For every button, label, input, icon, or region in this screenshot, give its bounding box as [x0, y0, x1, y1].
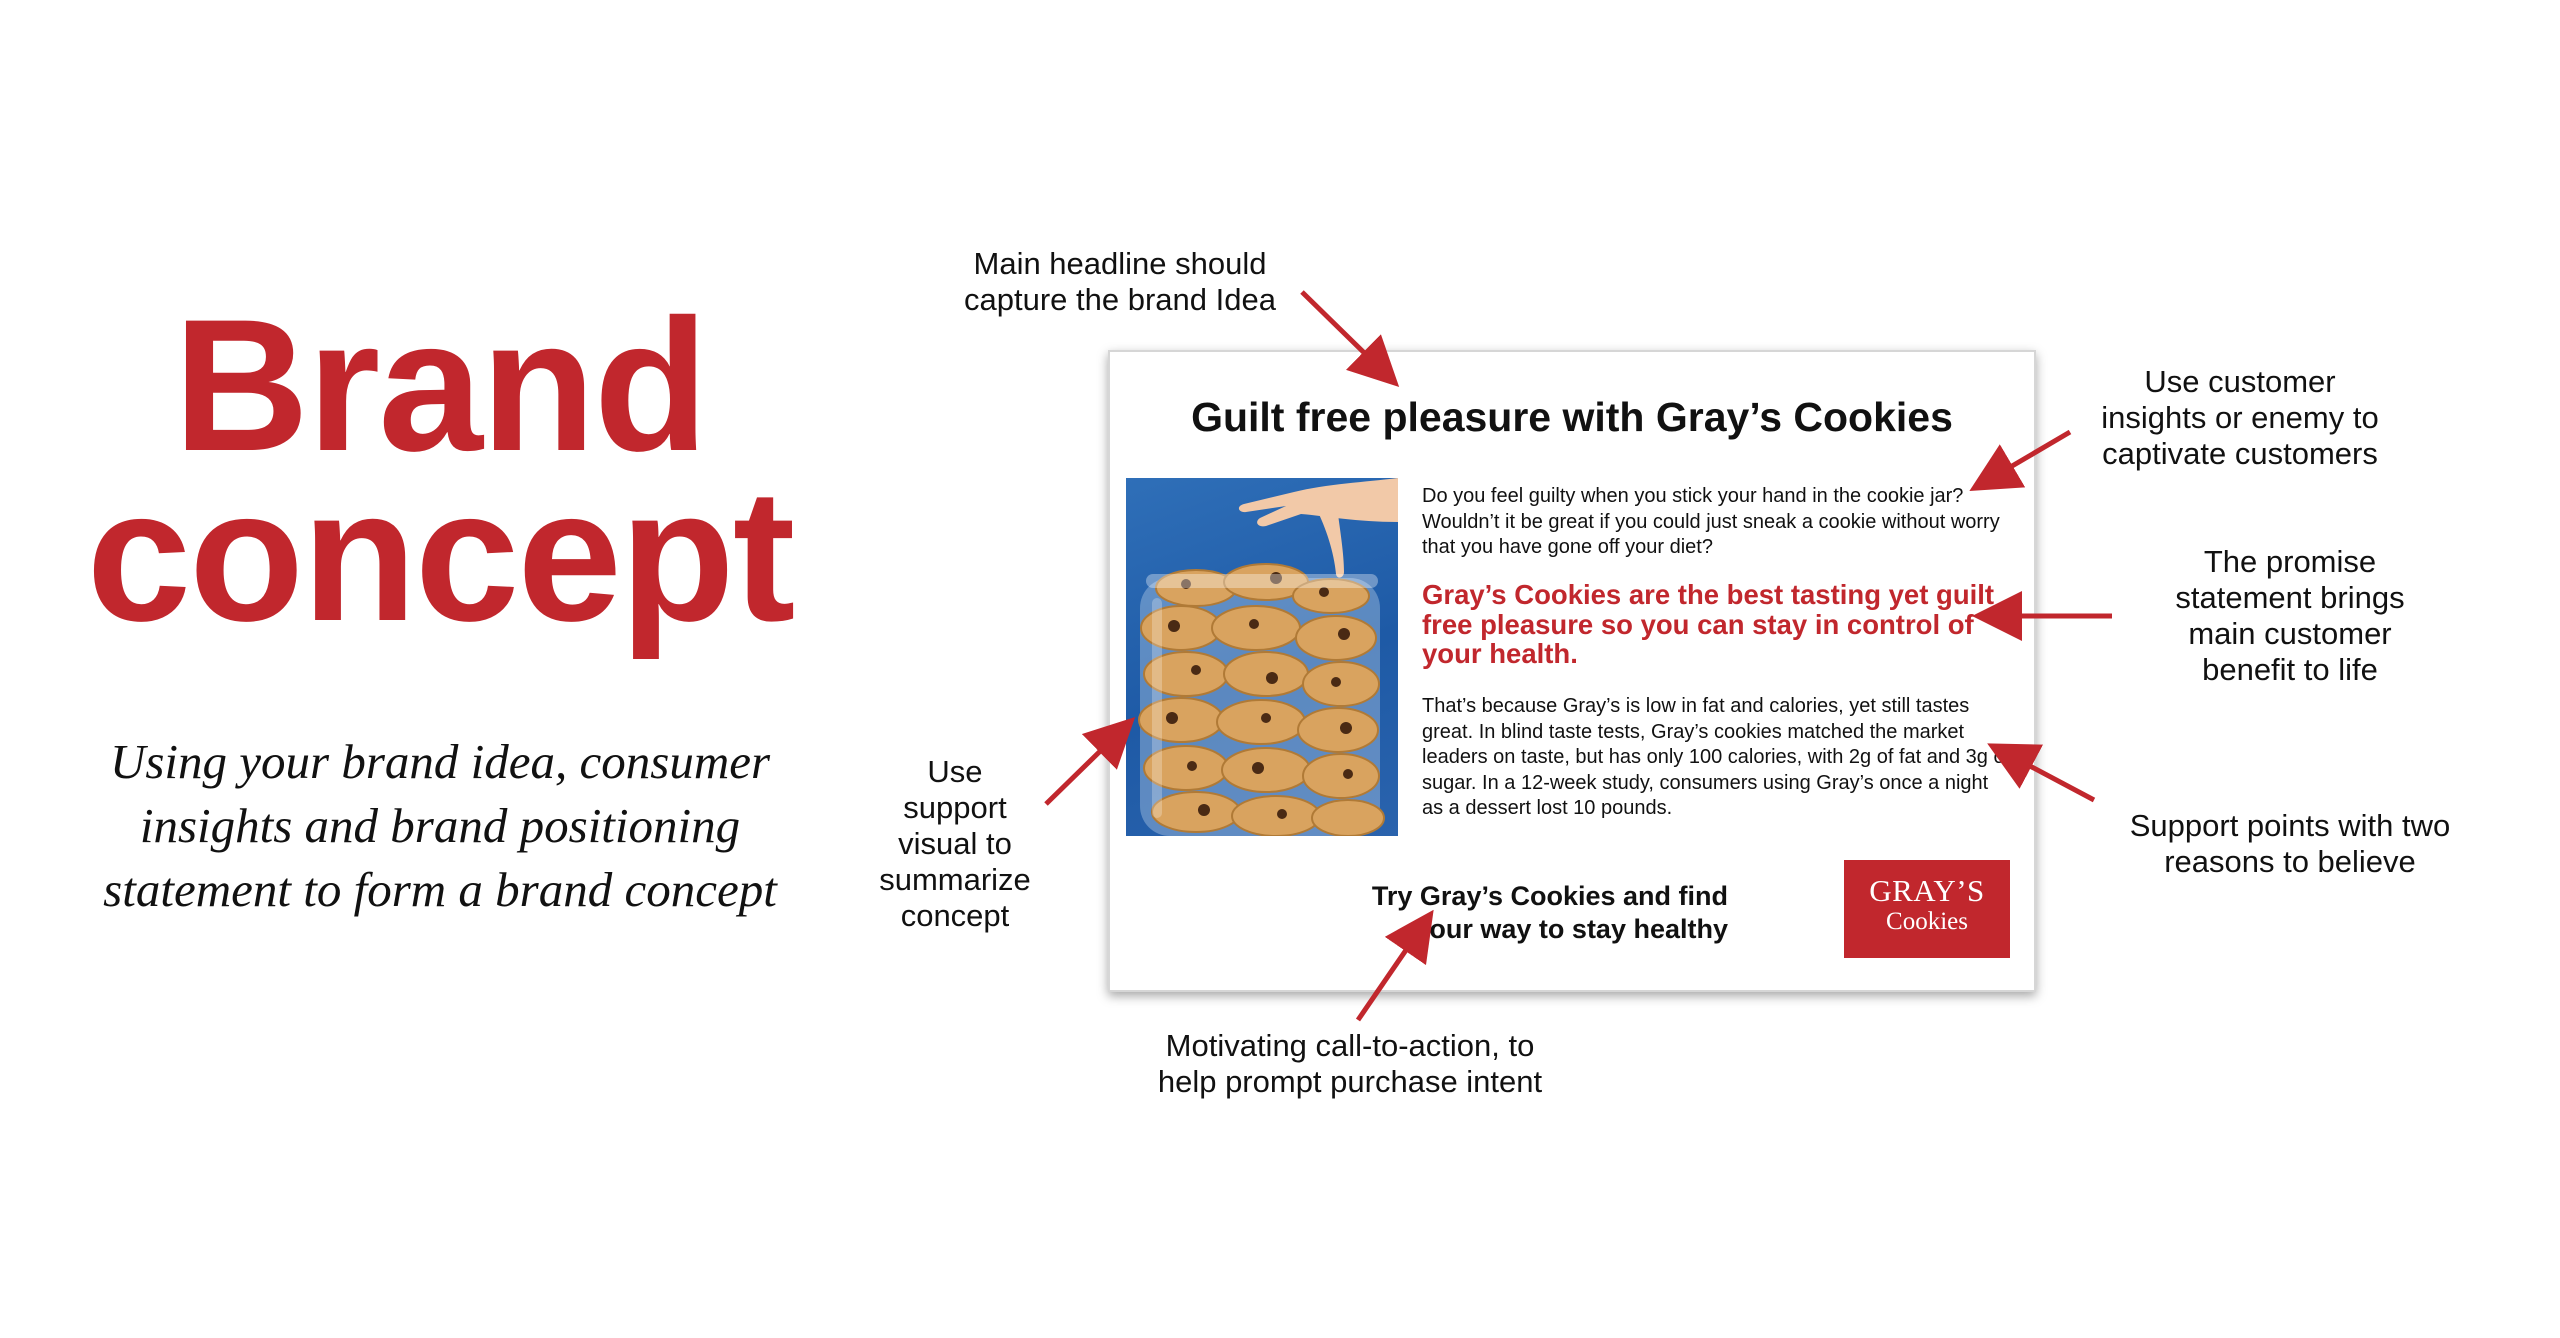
- annotation-line: Use: [927, 754, 983, 789]
- annotation-line: captivate customers: [2102, 436, 2378, 471]
- ad-cta-line-1: Try Gray’s Cookies and find: [1371, 881, 1728, 911]
- subtitle-line-1: Using your brand idea, consumer: [109, 734, 771, 789]
- subtitle-line-3: statement to form a brand concept: [103, 862, 777, 917]
- annotation-line: summarize: [879, 862, 1031, 897]
- title-line-2: concept: [86, 450, 794, 660]
- annotation-line: Support points with two: [2129, 808, 2451, 843]
- annotation-line: visual to: [898, 826, 1012, 861]
- ad-cta-line-2: your way to stay healthy: [1414, 914, 1728, 944]
- arrow-headline: [1302, 292, 1392, 380]
- subtitle-line-2: insights and brand positioning: [139, 798, 741, 853]
- arrow-insight: [1978, 432, 2070, 486]
- title-line-1: Brand: [173, 280, 707, 490]
- arrow-visual: [1046, 724, 1128, 804]
- logo-line-1: GRAY’S: [1869, 873, 1985, 908]
- annotation-line: insights or enemy to: [2101, 400, 2379, 435]
- annotation-line: capture the brand Idea: [964, 282, 1276, 317]
- ad-promise-text: Gray’s Cookies are the best tasting yet guilt free pleasure so you can stay in control of your health.: [1422, 579, 1995, 669]
- annotation-line: concept: [900, 898, 1010, 933]
- logo-line-2: Cookies: [1886, 908, 1968, 935]
- ad-insight-text: Do you feel guilty when you stick your hand in the cookie jar? Wouldn’t it be great if you could just sneak a cookie without worry that you have gone off your diet?: [1422, 485, 2000, 558]
- arrow-cta: [1358, 918, 1428, 1020]
- annotation-line: Use customer: [2144, 364, 2336, 399]
- ad-headline: Guilt free pleasure with Gray’s Cookies: [1191, 394, 1953, 440]
- annotation-line: The promise: [2203, 544, 2377, 579]
- arrow-support: [1996, 748, 2094, 800]
- annotation-line: help prompt purchase intent: [1157, 1064, 1543, 1099]
- annotation-line: support: [903, 790, 1007, 825]
- annotation-line: benefit to life: [2202, 652, 2378, 687]
- annotation-line: Main headline should: [973, 246, 1267, 281]
- annotation-line: reasons to believe: [2164, 844, 2416, 879]
- ad-support-text: That’s because Gray’s is low in fat and calories, yet still tastes great. In blind taste tests, Gray’s cookies matched the market leaders on taste, but has only 100 calories, with 2g of fat and 3g of sugar. In a 12-week study, consumers using Gray’s once a night as a dessert lost 10 pounds.: [1422, 695, 2011, 819]
- annotation-line: Motivating call-to-action, to: [1165, 1028, 1535, 1063]
- annotation-line: statement brings: [2175, 580, 2405, 615]
- annotation-line: main customer: [2188, 616, 2392, 651]
